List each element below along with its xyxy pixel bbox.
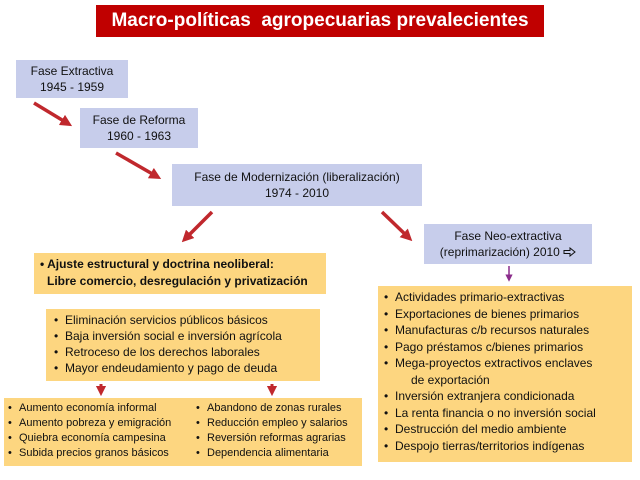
list-item: • Abandono de zonas rurales: [194, 401, 348, 416]
list-item: • Aumento economía informal: [6, 401, 194, 416]
arrow-modernizacion-to-ajuste: [186, 212, 212, 238]
list-item-text: Mega-proyectos extractivos enclaves: [395, 356, 593, 370]
list-item: • Quiebra economía campesina: [6, 431, 194, 446]
list-item: • Dependencia alimentaria: [194, 446, 348, 461]
bullet: •: [40, 257, 45, 271]
phase-neo-name: Fase Neo-extractiva: [454, 229, 562, 243]
phase-neo-years: (reprimarización) 2010: [439, 245, 560, 259]
list-item: • Despojo tierras/territorios indígenas: [382, 438, 632, 455]
list-item: • Exportaciones de bienes primarios: [382, 306, 632, 323]
arrow-extractiva-to-reforma: [34, 103, 67, 123]
phase-reforma-years: 1960 - 1963: [106, 129, 172, 143]
list-item: • Baja inversión social e inversión agrícola: [52, 328, 320, 344]
list-item: • Reversión reformas agrarias: [194, 431, 348, 446]
ajuste-line1: Ajuste estructural y doctrina neoliberal:: [47, 257, 274, 271]
ajuste-line2: Libre comercio, desregulación y privatización: [47, 274, 308, 288]
list-item: • Manufacturas c/b recursos naturales: [382, 322, 632, 339]
list-item: • Inversión extranjera condicionada: [382, 388, 632, 405]
list-item: • Destrucción del medio ambiente: [382, 421, 632, 438]
list-item: • Pago préstamos c/bienes primarios: [382, 339, 632, 356]
list-item: • Mayor endeudamiento y pago de deuda: [52, 360, 320, 376]
list-item: • Retroceso de los derechos laborales: [52, 344, 320, 360]
list-item: • Reducción empleo y salarios: [194, 416, 348, 431]
list-item: • La renta financia o no inversión social: [382, 405, 632, 422]
phase-modernizacion-name: Fase de Modernización (liberalización): [194, 170, 400, 184]
list-item: • Eliminación servicios públicos básicos: [52, 312, 320, 328]
arrow-modernizacion-to-neo: [382, 212, 408, 237]
arrow-reforma-to-modernizacion: [116, 153, 156, 176]
diagram-title: Macro-políticas agropecuarias prevalecientes: [96, 5, 544, 37]
phase-extractiva-years: 1945 - 1959: [39, 80, 105, 94]
phase-extractiva-name: Fase Extractiva: [30, 64, 114, 78]
list-item: • Actividades primario-extractivas: [382, 289, 632, 306]
phase-modernizacion-years: 1974 - 2010: [264, 186, 330, 200]
phase-reforma-name: Fase de Reforma: [92, 113, 186, 127]
list-item-continuation: de exportación: [411, 372, 490, 387]
list-item: • Subida precios granos básicos: [6, 446, 194, 461]
list-item: • Aumento pobreza y emigración: [6, 416, 194, 431]
